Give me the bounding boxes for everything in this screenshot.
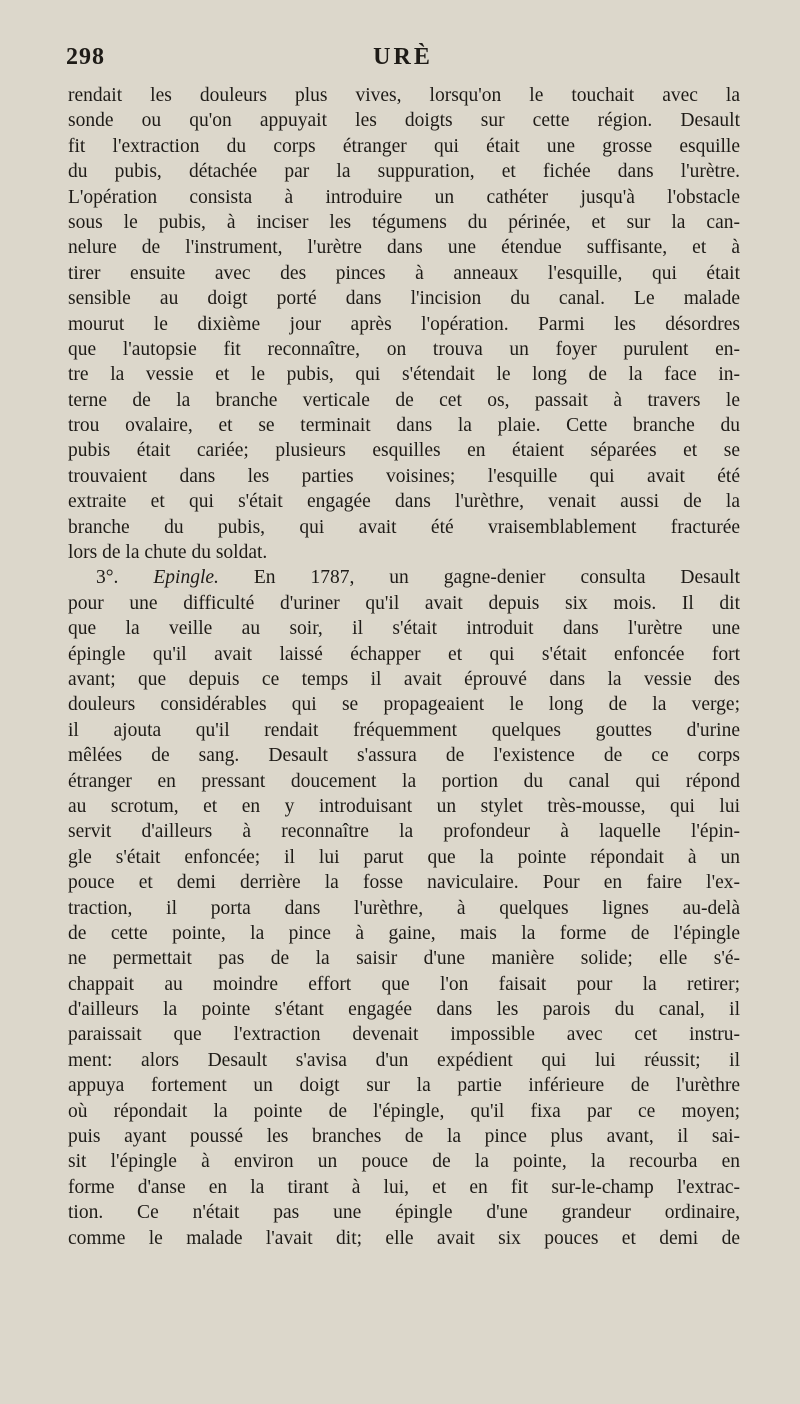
paragraph-lead-line — [68, 565, 740, 590]
text-line: étranger en pressant doucement la portion du canal qui répond — [68, 770, 740, 792]
text-line: forme d'anse en la tirant à lui, et en fit sur-le-champ l'extrac- — [68, 1176, 740, 1198]
text-line: du pubis, détachée par la suppuration, et fichée dans l'urètre. — [68, 161, 740, 183]
text-line: tion. Ce n'était pas une épingle d'une grandeur ordinaire, — [68, 1202, 740, 1224]
text-line: traction, il porta dans l'urèthre, à quelques lignes au-delà — [68, 897, 740, 919]
text-line: que l'autopsie fit reconnaître, on trouva un foyer purulent en- — [68, 338, 740, 360]
text-line: mourut le dixième jour après l'opération. Parmi les désordres — [68, 313, 740, 335]
paragraph-number: 3°. — [96, 567, 119, 589]
text-line: tirer ensuite avec des pinces à anneaux l'esquille, qui était — [68, 262, 740, 284]
text-line: branche du pubis, qui avait été vraisemblablement fracturée — [68, 516, 740, 538]
running-head: URÈ — [373, 44, 433, 70]
text-line: il ajouta qu'il rendait fréquemment quelques gouttes d'urine — [68, 719, 740, 741]
text-line: fit l'extraction du corps étranger qui était une grosse esquille — [68, 135, 740, 157]
page-header — [66, 44, 740, 84]
text-line: avant; que depuis ce temps il avait éprouvé dans la vessie des — [68, 668, 740, 690]
paragraph-lead-text: Epingle. En 1787, un gagne-denier consulta Desault — [153, 567, 740, 589]
text-line: de cette pointe, la pince à gaine, mais la forme de l'épingle — [68, 922, 740, 944]
text-line: au scrotum, et en y introduisant un stylet très-mousse, qui lui — [68, 795, 740, 817]
text-line: ment: alors Desault s'avisa d'un expédient qui lui réussit; il — [68, 1049, 740, 1071]
text-line: que la veille au soir, il s'était introduit dans l'urètre une — [68, 618, 740, 640]
text-line: puis ayant poussé les branches de la pince plus avant, il sai- — [68, 1126, 740, 1148]
text-line: sit l'épingle à environ un pouce de la pointe, la recourba en — [68, 1151, 740, 1173]
text-line: douleurs considérables qui se propageaient le long de la verge; — [68, 694, 740, 716]
text-line: sous le pubis, à inciser les tégumens du périnée, et sur la can- — [68, 211, 740, 233]
text-line: comme le malade l'avait dit; elle avait six pouces et demi de — [68, 1227, 740, 1249]
text-line: lors de la chute du soldat. — [68, 542, 268, 564]
body-text — [68, 83, 740, 1251]
text-line: pouce et demi derrière la fosse naviculaire. Pour en faire l'ex- — [68, 872, 740, 894]
text-line: gle s'était enfoncée; il lui parut que la pointe répondait à un — [68, 846, 740, 868]
text-line: mêlées de sang. Desault s'assura de l'existence de ce corps — [68, 745, 740, 767]
text-line: chappait au moindre effort que l'on faisait pour la retirer; — [68, 973, 740, 995]
text-line: où répondait la pointe de l'épingle, qu'il fixa par ce moyen; — [68, 1100, 740, 1122]
text-line: tre la vessie et le pubis, qui s'étendait le long de la face in- — [68, 364, 740, 386]
text-line: sensible au doigt porté dans l'incision du canal. Le malade — [68, 288, 740, 310]
text-line: terne de la branche verticale de cet os, passait à travers le — [68, 389, 740, 411]
text-line: L'opération consista à introduire un cathéter jusqu'à l'obstacle — [68, 186, 740, 208]
text-line: ne permettait pas de la saisir d'une manière solide; elle s'é- — [68, 948, 740, 970]
text-line: paraissait que l'extraction devenait impossible avec cet instru- — [68, 1024, 740, 1046]
text-line: pour une difficulté d'uriner qu'il avait depuis six mois. Il dit — [68, 592, 740, 614]
text-line: épingle qu'il avait laissé échapper et qui s'était enfoncée fort — [68, 643, 740, 665]
text-line: pubis était cariée; plusieurs esquilles en étaient séparées et se — [68, 440, 740, 462]
text-line: appuya fortement un doigt sur la partie inférieure de l'urèthre — [68, 1075, 740, 1097]
text-line: trouvaient dans les parties voisines; l'esquille qui avait été — [68, 465, 740, 487]
text-line: servit d'ailleurs à reconnaître la profondeur à laquelle l'épin- — [68, 821, 740, 843]
page-number: 298 — [66, 44, 105, 70]
text-line: trou ovalaire, et se terminait dans la plaie. Cette branche du — [68, 415, 740, 437]
text-line: d'ailleurs la pointe s'étant engagée dans les parois du canal, il — [68, 999, 740, 1021]
text-line: rendait les douleurs plus vives, lorsqu'on le touchait avec la — [68, 85, 740, 106]
text-line: sonde ou qu'on appuyait les doigts sur cette région. Desault — [68, 110, 740, 132]
text-line: nelure de l'instrument, l'urètre dans une étendue suffisante, et à — [68, 237, 740, 259]
text-line: extraite et qui s'était engagée dans l'urèthre, venait aussi de la — [68, 491, 740, 513]
